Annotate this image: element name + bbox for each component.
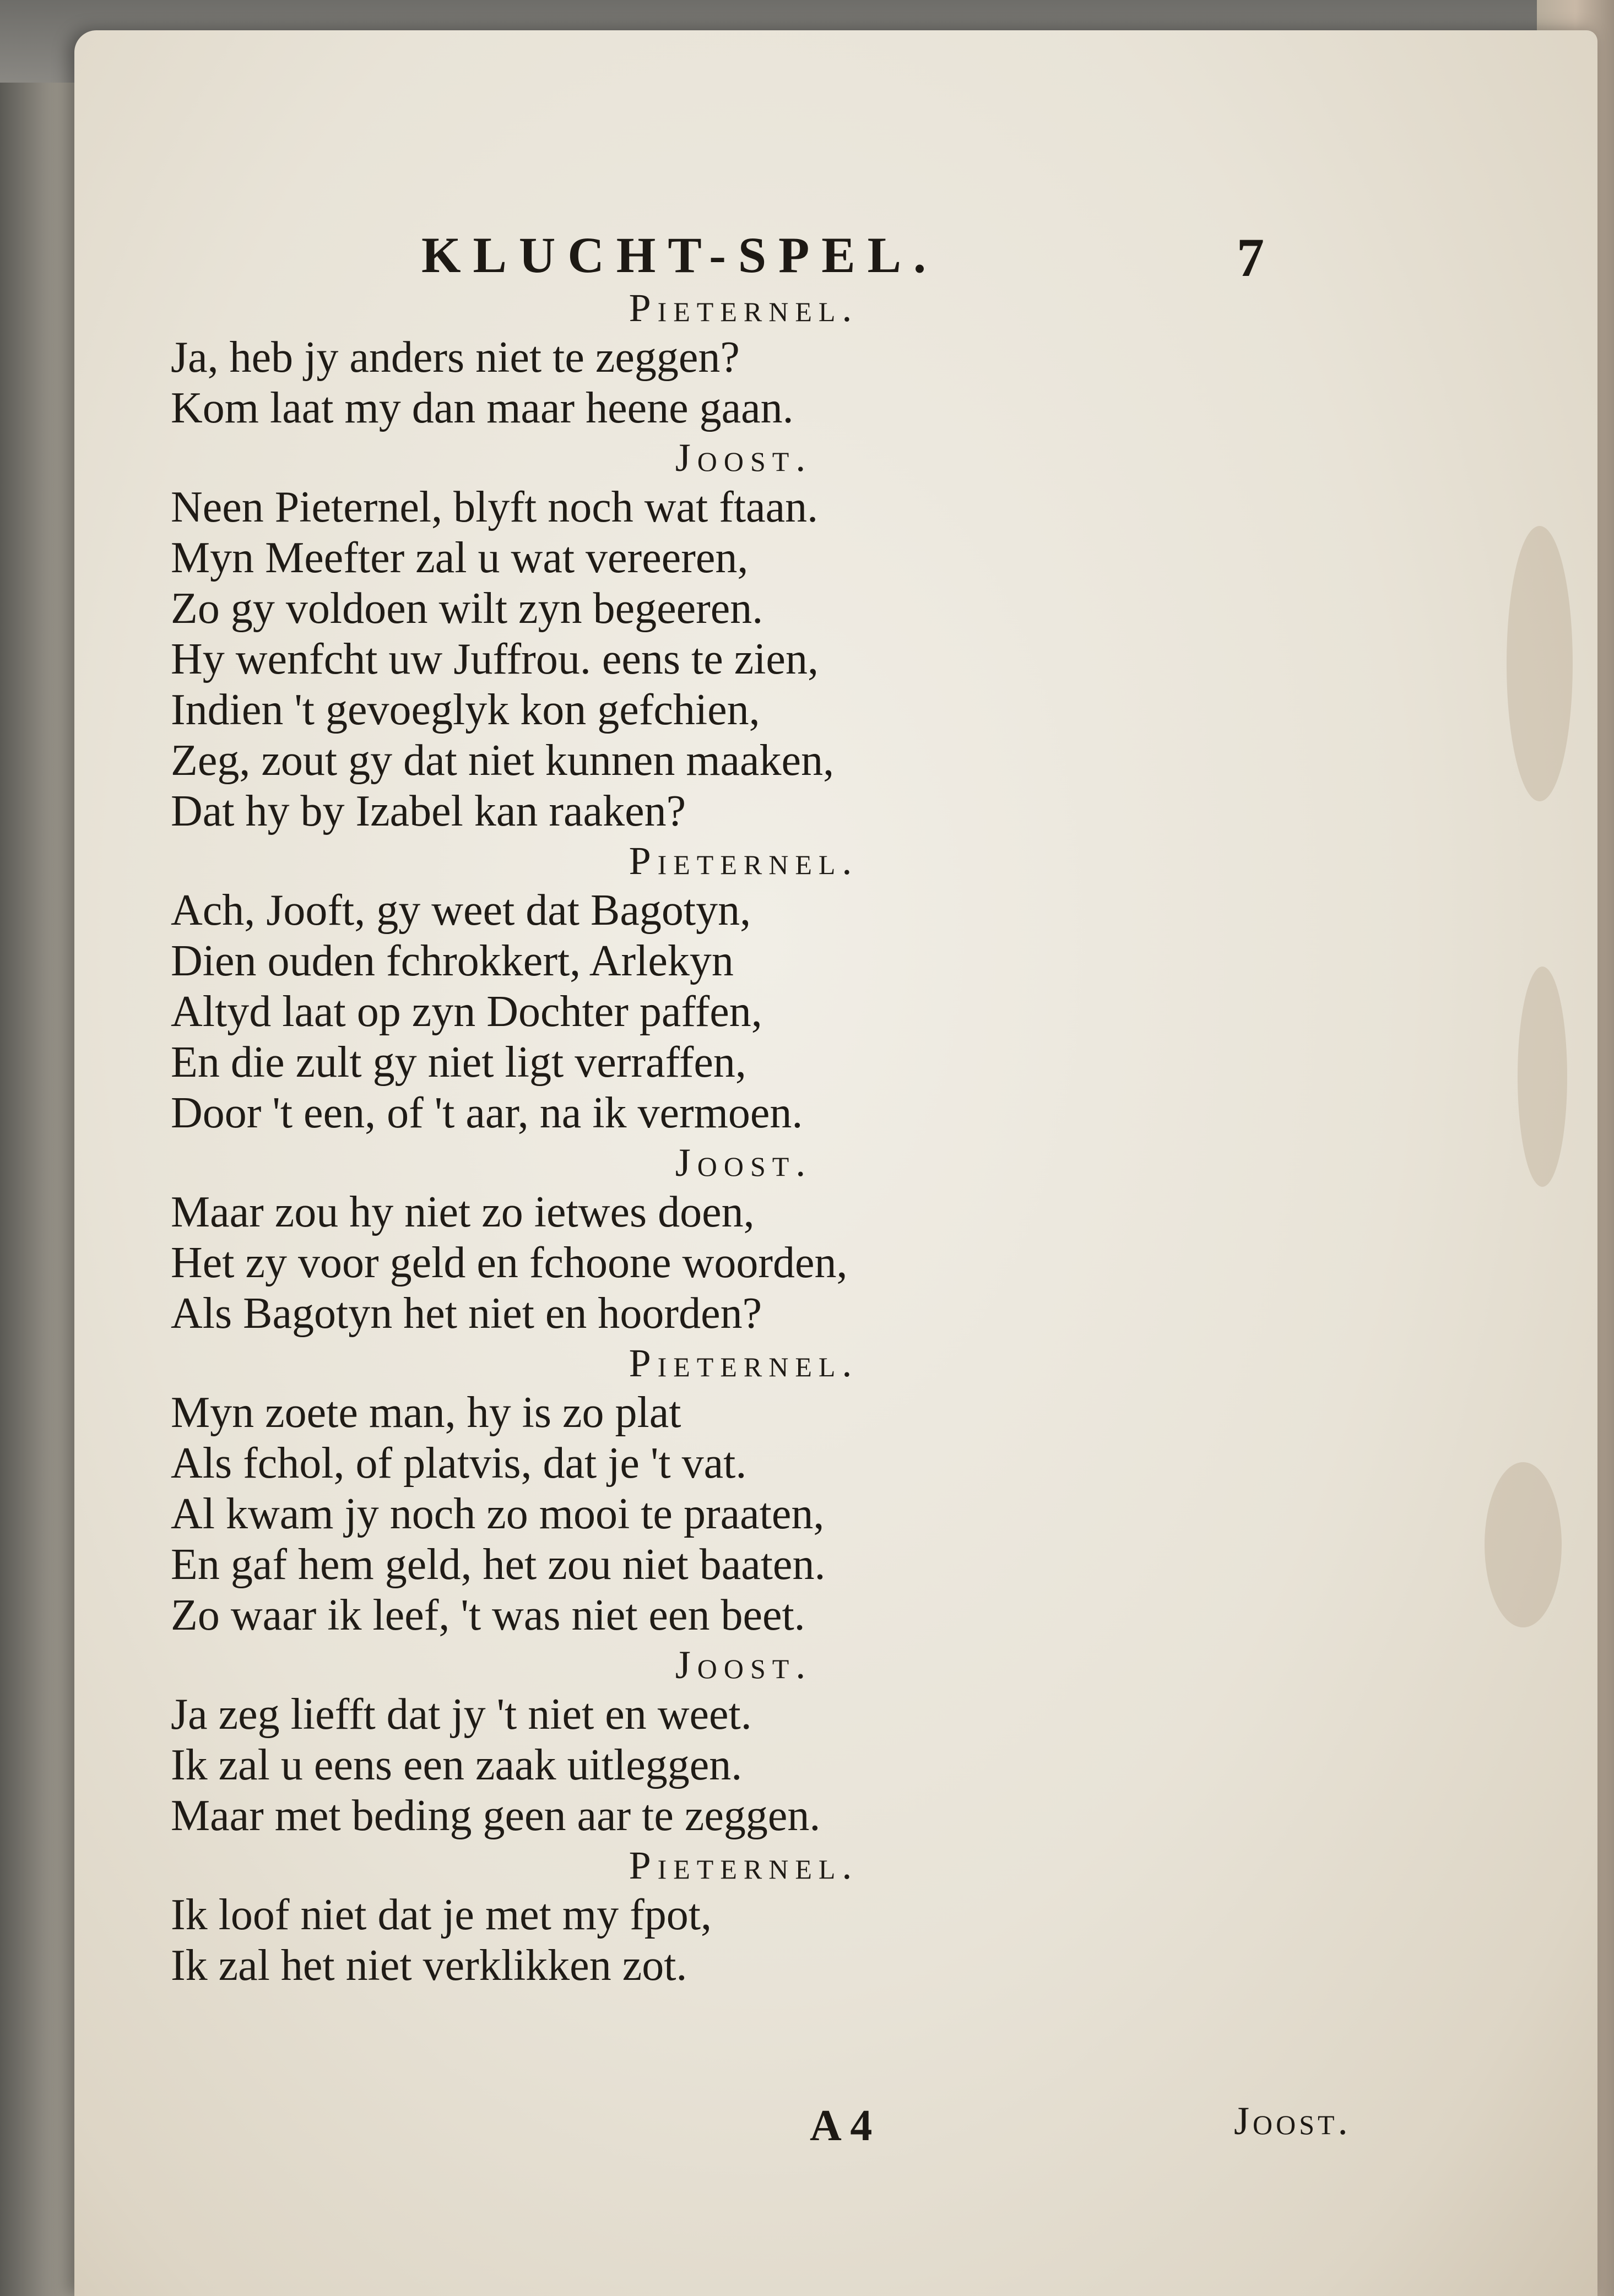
verse-line: Door 't een, of 't aar, na ik vermoen.: [171, 1089, 803, 1137]
verse-line: Zo gy voldoen wilt zyn begeeren.: [171, 584, 763, 633]
verse-line: Als fchol, of platvis, dat je 't vat.: [171, 1439, 747, 1488]
verse-line: Ach, Jooft, gy weet dat Bagotyn,: [171, 886, 751, 935]
speaker-heading: Pieternel.: [629, 286, 859, 330]
verse-line: Kom laat my dan maar heene gaan.: [171, 384, 794, 432]
verse-line: Myn zoete man, hy is zo plat: [171, 1388, 681, 1437]
verse-line: Dien ouden fchrokkert, Arlekyn: [171, 937, 734, 985]
speaker-heading: Pieternel.: [629, 839, 859, 883]
verse-line: Altyd laat op zyn Dochter paffen,: [171, 987, 762, 1036]
verse-line: Ik loof niet dat je met my fpot,: [171, 1891, 712, 1939]
verse-line: Indien 't gevoeglyk kon gefchien,: [171, 686, 760, 734]
verse-line: En gaf hem geld, het zou niet baaten.: [171, 1540, 826, 1589]
verse-line: Ja, heb jy anders niet te zeggen?: [171, 333, 740, 382]
verse-line: En die zult gy niet ligt verraffen,: [171, 1038, 746, 1087]
speaker-heading: Pieternel.: [629, 1843, 859, 1887]
verse-line: Dat hy by Izabel kan raaken?: [171, 787, 686, 835]
play-text: [171, 284, 1328, 1991]
verse-line: Ik zal het niet verklikken zot.: [171, 1941, 687, 1990]
verse-line: Maar met beding geen aar te zeggen.: [171, 1792, 821, 1840]
verse-line: Al kwam jy noch zo mooi te praaten,: [171, 1490, 825, 1538]
signature-mark: A 4: [810, 2102, 873, 2150]
verse-line: Zo waar ik leef, 't was niet een beet.: [171, 1591, 805, 1640]
catchword: Joost.: [1234, 2099, 1351, 2143]
running-head: KLUCHT-SPEL.: [421, 227, 939, 283]
speaker-heading: Joost.: [675, 1643, 813, 1687]
verse-line: Het zy voor geld en fchoone woorden,: [171, 1239, 848, 1287]
verse-line: Maar zou hy niet zo ietwes doen,: [171, 1188, 755, 1236]
verse-line: Zeg, zout gy dat niet kunnen maaken,: [171, 736, 835, 785]
page-number: 7: [1237, 227, 1264, 288]
speaker-heading: Joost.: [675, 1141, 813, 1185]
verse-line: Hy wenfcht uw Juffrou. eens te zien,: [171, 635, 819, 683]
verse-line: Als Bagotyn het niet en hoorden?: [171, 1289, 762, 1338]
speaker-heading: Joost.: [675, 436, 813, 480]
verse-line: Neen Pieternel, blyft noch wat ftaan.: [171, 483, 819, 531]
speaker-heading: Pieternel.: [629, 1341, 859, 1385]
verse-line: Myn Meefter zal u wat vereeren,: [171, 534, 749, 582]
verse-line: Ja zeg liefft dat jy 't niet en weet.: [171, 1690, 752, 1739]
verse-line: Ik zal u eens een zaak uitleggen.: [171, 1741, 743, 1789]
book-page: [74, 30, 1597, 2296]
